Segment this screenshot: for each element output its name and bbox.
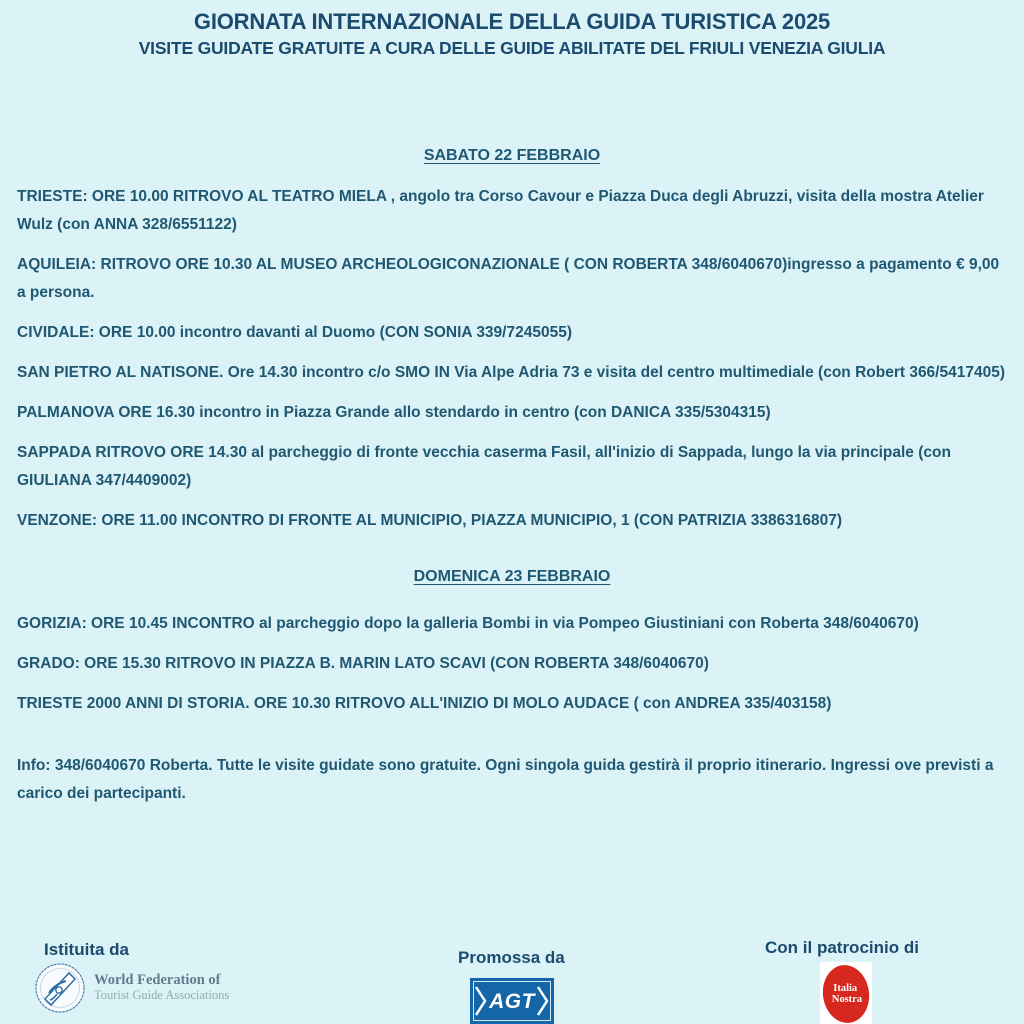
wftga-org-line1: World Federation of — [94, 972, 221, 988]
wftga-globe-icon — [35, 963, 85, 1013]
event-san-pietro: SAN PIETRO AL NATISONE. Ore 14.30 incontro c/o SMO IN Via Alpe Adria 73 e visita del centro multimediale (con Robert 366/5417405) — [17, 364, 1005, 381]
event-palmanova: PALMANOVA ORE 16.30 incontro in Piazza Grande allo stendardo in centro (con DANICA 335/5304315) — [17, 404, 771, 421]
event-aquileia: AQUILEIA: RITROVO ORE 10.30 AL MUSEO ARCHEOLOGICONAZIONALE ( CON ROBERTA 348/6040670)ingresso a pagamento € 9,00 a persona. — [17, 256, 1000, 301]
event-trieste-miela: TRIESTE: ORE 10.00 RITROVO AL TEATRO MIELA , angolo tra Corso Cavour e Piazza Duca degli Abruzzi, visita della mostra Atelier Wulz (con ANNA 328/6551122) — [17, 188, 984, 233]
section-heading-sabato: SABATO 22 FEBBRAIO — [423, 147, 601, 164]
agt-logo — [470, 978, 554, 1024]
wftga-logo — [35, 963, 229, 1013]
event-cividale: CIVIDALE: ORE 10.00 incontro davanti al Duomo (CON SONIA 339/7245055) — [17, 324, 572, 341]
event-gorizia: GORIZIA: ORE 10.45 INCONTRO al parcheggio dopo la galleria Bombi in via Pompeo Giustiniani con Roberta 348/6040670) — [17, 615, 919, 632]
info-paragraph: Info: 348/6040670 Roberta. Tutte le visite guidate sono gratuite. Ogni singola guida gestirà il proprio itinerario. Ingressi ove previsti a carico dei partecipanti. — [17, 757, 994, 802]
italia-nostra-line2: Nostra — [831, 993, 862, 1005]
event-venzone: VENZONE: ORE 11.00 INCONTRO DI FRONTE AL MUNICIPIO, PIAZZA MUNICIPIO, 1 (CON PATRIZIA 3386316807) — [17, 512, 843, 529]
event-grado: GRADO: ORE 15.30 RITROVO IN PIAZZA B. MARIN LATO SCAVI (CON ROBERTA 348/6040670) — [17, 655, 709, 672]
agt-chevron-right-icon — [537, 986, 549, 1016]
page-subtitle: VISITE GUIDATE GRATUITE A CURA DELLE GUIDE ABILITATE DEL FRIULI VENEZIA GIULIA — [138, 38, 886, 58]
italia-nostra-logo — [820, 962, 872, 1024]
page-title: GIORNATA INTERNAZIONALE DELLA GUIDA TURISTICA 2025 — [193, 9, 831, 34]
promossa-da-label: Promossa da — [458, 948, 565, 967]
events-content — [0, 147, 1024, 808]
event-sappada: SAPPADA RITROVO ORE 14.30 al parcheggio di fronte vecchia caserma Fasil, all'inizio di Sappada, lungo la via principale (con GIULIANA 347/4409002) — [17, 444, 951, 489]
italia-nostra-line1: Italia — [833, 983, 858, 995]
agt-chevron-left-icon — [475, 986, 487, 1016]
wftga-org-line2: Tourist Guide Associations — [94, 988, 230, 1002]
istituita-da-label: Istituita da — [44, 940, 130, 959]
section-heading-domenica: DOMENICA 23 FEBBRAIO — [413, 568, 611, 585]
patrocinio-label: Con il patrocinio di — [765, 938, 919, 957]
agt-logo-text: AGT — [489, 989, 535, 1013]
wftga-org-name — [94, 973, 229, 1003]
italia-nostra-oval-icon — [820, 962, 872, 1024]
event-trieste-2000: TRIESTE 2000 ANNI DI STORIA. ORE 10.30 RITROVO ALL'INIZIO DI MOLO AUDACE ( con ANDREA 335/403158) — [17, 695, 832, 712]
